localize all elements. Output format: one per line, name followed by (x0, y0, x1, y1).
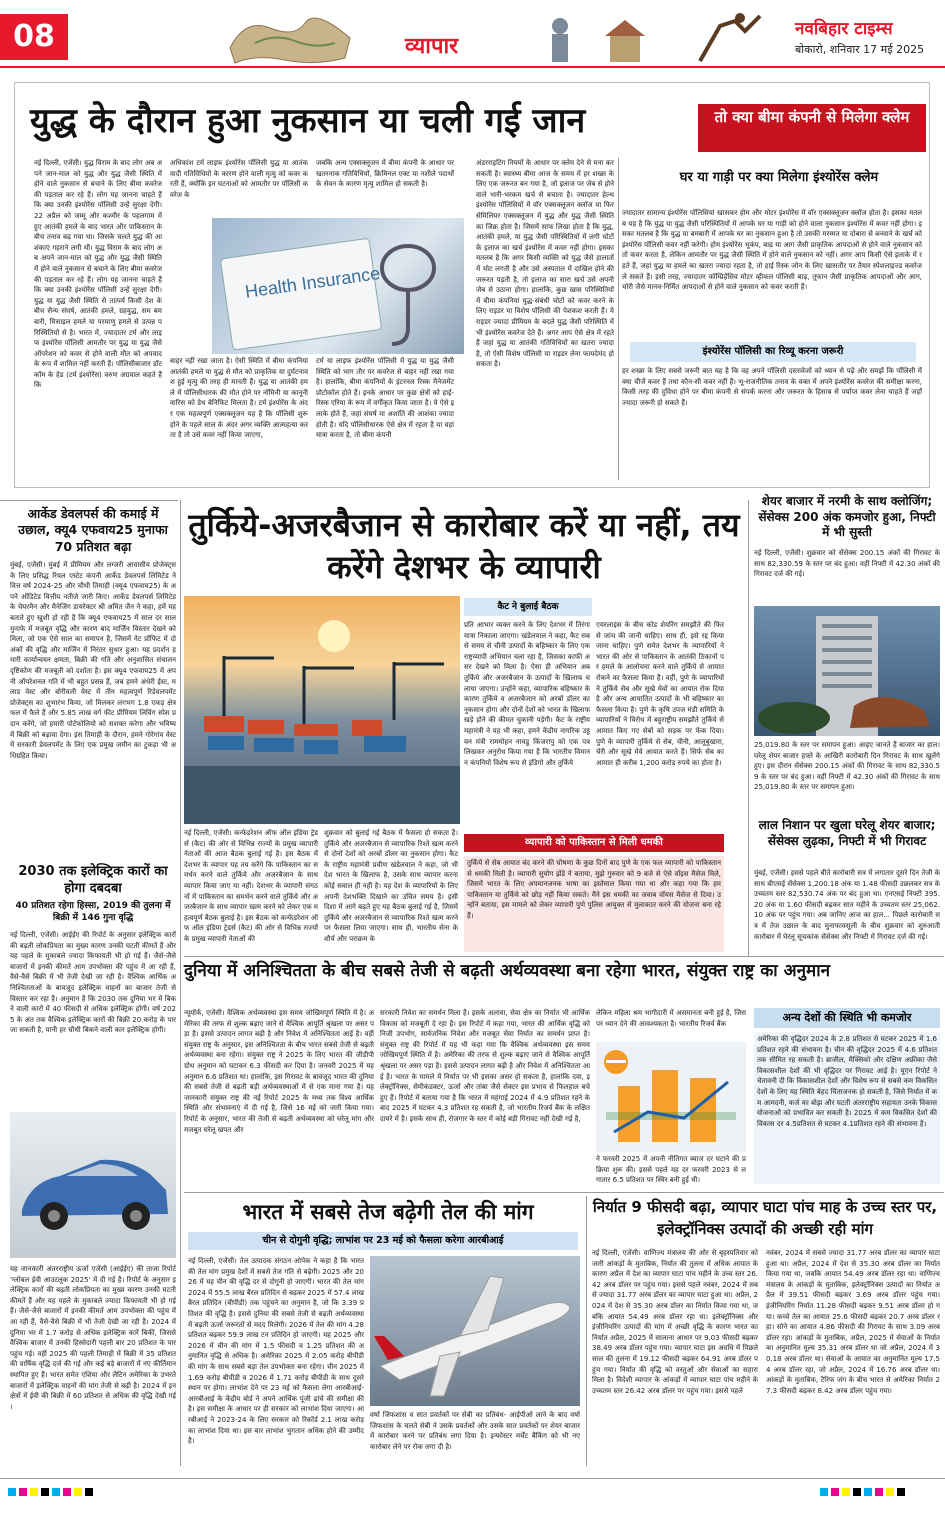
top-headline: युद्ध के दौरान हुआ नुकसान या चली गई जान (30, 101, 586, 141)
gdp-graphic (596, 1042, 746, 1152)
turkey-col1: नई दिल्ली, एजेंसी। कन्फेडरेशन ऑफ ऑल इंडिया ट्रेडर्स (कैट) की ओर से विभिन्न राज्यों के प्रमुख व्यापारी नेताओं की आज बैठक बुलाई गई है। इस बैठक में देशभर के व्यापार यह तय करेंगे कि पाकिस्तान का समर्थन करने वाले तुर्किये और अजरबैजान के साथ व्यापार किया जाए या नहीं। देशभर के व्यापारी संगठनों में पाकिस्तान का समर्थन करने वाले तुर्किये और अजरबैजान के साथ व्यापार खत्म करने को लेकर एक महत्वपूर्ण बैठक बुलाई है। इस बैठक को कन्फेडरेशन ऑफ ऑल इंडिया ट्रेडर्स (कैट) की ओर से विभिन्न राज्यों के प्रमुख व्यापारी नेताओं की (184, 829, 318, 943)
market-body-2: 25,019.80 के स्तर पर समापन हुआ। आइए जानते हैं बाजार का हाल। घरेलू शेयर बाजार हफ्ते के आखिरी कारोबारी दिन गिरावट के साथ खुलेंगे हुए। इस दौरान सेंसेक्स 200.15 अंकों की गिरावट के साथ 82,330.59 के स्तर पर बंद हुआ। वहीं निफ्टी में 42.30 अंकों की गिरावट के साथ 25,019.80 के स्तर पर समापन हुआ। (754, 741, 940, 792)
top-col3b: टर्म या लाइफ इंश्योरेंस पॉलिसी में युद्ध या युद्ध जैसी स्थिति को भाग तौर पर कवरेज से बाहर नहीं रखा गया है। हालांकि, बीमा कंपनियों के इंटरनल रिस्क मैनेजमेंट प्रोटोकॉल होते हैं। इनके आधार पर कुछ क्षेत्रों को हाई-रिस्क एरिया के रूप में वर्गीकृत किया जाता है। ये ऐसे इलाके होते हैं, जहां संघर्ष या अशांति की आशंका ज्यादा होती है। यदि पॉलिसीधारक ऐसे क्षेत्र में रहता है या वहां यात्रा करता है, तो बीमा कंपनी (316, 357, 454, 440)
top-side-text-1: ज्यादातर सामान्य इंश्योरेंस पॉलिसियां खासकर होम और मोटर इंश्योरेंस में वॉर एक्सक्लूजन क्लॉज होता है। इसका मतलब यह है कि युद्ध या युद्ध जैसी परिस्थितियों में आपके घर या गाड़ी को होने वाला नुकसान इंश्योरेंस में कवर नहीं होगा। इसका मतलब है कि युद्ध या बमबारी में आपके घर का नुकसान हुआ है तो उसकी मरम्मत या दोबारा से बनवाने के खर्च को इंश्योरेंस पॉलिसी कवर नहीं करेगी। होम इंश्योरेंस भूकंप, बाढ़ या आग जैसी प्राकृतिक आपदाओं से होने वाले नुकसान को तो कवर करता है, लेकिन आमतौर पर युद्ध जैसी स्थिति में होने वाले नुकसान को नहीं। अगर आप किसी ऐसे इलाके में रहते हैं, जहां युद्ध या हमले का खतरा ज्यादा रहता है, तो हाई रिस्क जोन के लिए खासतौर पर तैयार स्पेशलाइज्ड कवरेज ले सकते हैं। इसी तरह, ज्यादातर कॉम्प्रिहेंसिव मोटर व्हीकल पॉलिसी बाढ़, तूफान जैसी प्राकृतिक आपदाओं और आग, चोरी जैसे मानव-निर्मित आपदाओं से होने वाले नुकसान को कवर करती हैं। (622, 209, 922, 292)
top-col1: नई दिल्ली, एजेंसी। युद्ध विराम के बाद लोग अब अपने जान-माल को युद्ध और युद्ध जैसी स्थिति में होने वाले नुकसान से बचाने के लिए बीमा कवरेज की पड़ताल कर रहे हैं। लोग यह जानना चाहते हैं कि क्या उनकी इंश्योरेंस पॉलिसी उन्हें सुरक्षा देगी। 22 अप्रैल को जम्मू और कश्मीर के पहलगाम में हुए आतंकी हमले के बाद भारत और पाकिस्तान के बीच तनाव बढ़ गया था। जिसके चलते युद्ध की आशंकाएं गहराने लगी थीं। युद्ध विराम के बाद लोग अब अपने जान-माल को युद्ध और युद्ध जैसी स्थिति में होने वाले नुकसान से बचाने के लिए बीमा कवरेज की पड़ताल कर रहे हैं। लोग यह जानना चाहते हैं कि क्या उनकी इंश्योरेंस पॉलिसी उन्हें सुरक्षा देगी। युद्ध या युद्ध जैसी स्थिति से तात्पर्य किसी देश के बीच सैन्य संघर्ष, आतंकी हमले, ग्रहयुद्ध, सम बमबारी, मिसाइल हमले या परमाणु हमले से उत्पन्न परिस्थितियों से है। भारत में, ज्यादातर टर्म और लाइफ इंश्योरेंस पॉलिसी आमतौर पर युद्ध या युद्ध जैसे ऑपरेशन को कवर से होने वाली मौत को अपवाद के रूप में शामिल नहीं करती हैं। पॉलिसीबाजार डॉट कॉम के हेड (टर्म इंश्योरेंस) वरुण अग्रवाल कहते हैं कि (34, 159, 162, 390)
un-headline: दुनिया में अनिश्चितता के बीच सबसे तेजी से बढ़ती अर्थव्यवस्था बना रहेगा भारत, संयुक्त राष्ट्र का अनुमान (184, 961, 831, 981)
arcade-body: मुंबई, एजेंसी। मुंबई में प्रीमियम और लग्जरी आवासीय प्रोजेक्ट्स के लिए प्रसिद्ध रियल एस्टेट कंपनी आर्केड डेवलपर्स लिमिटेड ने वित्त वर्ष 2024-25 और चौथी तिमाही (क्यू4 एफवाय25) के अपने ऑडिटेड वित्तीय नतीजे जारी किए। आर्केड डेवलपर्स लिमिटेड के चेयरमैन और मैनेजिंग डायरेक्टर श्री अमित जैन ने कहा, हमें यह बताते हुए खुशी हो रही है कि क्यू4 एफवाय25 में साल दर साल मुनाफे में मजबूत वृद्धि और कारण बाद मार्जिन विस्तार देखने को मिला, जो एक ऐसे साल का समापन है, जिसमें नेट प्रॉफिट में दो अंकों की वृद्धि और मार्जिन में निरंतर सुधार हुआ। यह प्रदर्शन हमारी कार्यान्वयन क्षमता, बिक्री की गति और अनुशासित संचालन दृष्टिकोण की मजबूती को दर्शाता है। इस क्यू4 एफवाय25 में अपनी ऑपरेशनल गति में भी बहुत प्रसन्न हैं, जब हमने अंधेरी ईस्ट, मलाड वेस्ट और बोरीवली वेस्ट में तीन महत्वपूर्ण रिडेवलपमेंट प्रोजेक्ट्स का शुभारंभ किया, जो मिलकर लगभग 1.8 एकड़ क्षेत्रफल में फैले हैं और 5.85 लाख वर्ग फीट प्रीमियम लिविंग स्पेस प्रदान करेंगे, जो हमारी पोर्टफोलियो को सशक्त करेगा और भविष्य में बिक्री को बढ़ावा देगा। इस तिमाही के दौरान, हमने गोरेगांव वेस्ट में सरकारी डेवलपमेंट के लिए एक प्रमुख जमीन का टुकड़ा भी अधिग्रहित किया। (10, 561, 176, 760)
oil-col1: नई दिल्ली, एजेंसी। तेल उत्पादक संगठन ओपेक ने कहा है कि भारत की तेल मांग प्रमुख देशों में सबसे तेज गति से बढ़ेगी। 2025 और 2026 में यह चीन की वृद्धि दर से दोगुनी हो जाएगी। भारत की तेल मांग 2024 में 55.5 लाख बैरल प्रतिदिन से बढ़कर 2025 में 57.4 लाख बैरल प्रतिदिन (बीपीडी) तक पहुंचने का अनुमान है, जो कि 3.39 प्रतिशत की वृद्धि है। इससे दुनिया की सबसे तेजी से बढ़ती अर्थव्यवस्था में बढ़ती ऊर्जा जरूरतों से मदद मिलेगी। 2026 में तेल की मांग 4.28 प्रतिशत बढ़कर 59.9 लाख टन प्रतिदिन हो जाएगी। यह 2025 और 2026 में चीन की मांग में 1.5 फीसदी व 1.25 प्रतिशत की अनुमानित वृद्धि से अधिक है। अमेरिका 2025 में 2.05 करोड़ बीपीडी की मांग के साथ सबसे बड़ा तेल उपभोक्ता बना रहेगा। चीन 2025 में 1.69 करोड़ बीपीडी व 2026 में 1.71 करोड़ बीपीडी के साथ दूसरे स्थान पर होगा। लाभांश देने पर 23 मई को फैसला लेगा आरबीआई- आरबीआई के केंद्रीय बोर्ड ने अपने आर्थिक पूंजी ढांचे की समीक्षा की है। इस समीक्षा के आधार पर ही सरकार को लाभांश दिया जाएगा। आरबीआई ने 2023-24 के लिए सरकार को रिकॉर्ड 2.1 लाख करोड़ का लाभांश दिया था। इस बार लाभांश भुगतान अधिक होने की उम्मीद है। (188, 1257, 364, 1446)
rule (184, 1192, 944, 1193)
top-col2b: बाहर नहीं रखा जाता है। ऐसी स्थिति में बीमा कंपनियां आतंकी हमले या युद्ध से मौत को प्राकृतिक या दुर्घटनावश हुई मृत्यु की तरह ही मानती हैं। युद्ध या आतंकी हमले में पॉलिसीधारक की मौत होने पर नॉमिनी या कानूनी वारिस को डेथ बेनिफिट मिलता है। टर्म इंश्योरेंस के अंदर एक महत्वपूर्ण एक्सक्लूजन यह है कि पॉलिसी शुरू होने के पहले साल के अंदर अगर व्यक्ति आत्महत्या करता है तो उसे कवर नहीं किया जाएगा, (170, 357, 308, 440)
column-rule (180, 500, 181, 1466)
oil-headline: भारत में सबसे तेज बढ़ेगी तेल की मांग (242, 1200, 534, 1224)
turkey-col3: प्रति आभार व्यक्त करने के लिए देशभर में तिरंगा यात्रा निकाला जाएगा। खंडेलवाल ने कहा, कैट सबसे समय से चीनी उत्पादों के बहिष्कार के लिए एक राष्ट्रव्यापी अभियान चला रहा है, जिसका काफी असर देखने को मिला है। ऐसा ही अभियान अब तुर्किये और अजरबैजान के उत्पादों के खिलाफ चलाया जाएगा। उन्होंने कहा, व्यापारिक बहिष्कार के कारण तुर्किये व अजरबैजान को अरबों डॉलर का नुकसान होगा और दोनों देशों को भारत के खिलाफ खड़े होने की कीमत चुकानी पड़ेगी। कैट के राष्ट्रीय महामंत्री ने यह भी कहा, हमने केंद्रीय नागरिक उड्डयन मंत्री राममोहन नायडू किंजरापु को एक पत्र लिखकर अनुरोध किया गया है कि भारतीय विमानन कंपनियों विशेष रूप से इंडिगो और तुर्किये (464, 621, 590, 767)
rule (0, 500, 178, 501)
ev-body-2: यह जानकारी अंतरराष्ट्रीय ऊर्जा एजेंसी (आईईए) की ताजा रिपोर्ट 'ग्लोबल ईवी आउटलुक 2025' में दी गई है। रिपोर्ट के अनुसार इलेक्ट्रिक कारों की बढ़ती लोकप्रियता का मुख्य कारण उनकी घटती कीमतें हैं और यह पहले के मुकाबले ज्यादा किफायती भी हो गई हैं। जैसे-जैसे बाजारों में इनकी कीमतें आम उपभोक्ता की पहुंच में आ रही हैं, वैसे-वैसे बिक्री में भी तेजी देखी जा रही है। 2024 में दुनिया भर में 1.7 करोड़ से अधिक इलेक्ट्रिक कारें बिकीं, जिससे वैश्विक बाजार में उनकी हिस्सेदारी पहली बार 20 प्रतिशत के पार पहुंच गई। वहीं 2025 की पहली तिमाही में बिक्री में 35 प्रतिशत की वार्षिक वृद्धि दर्ज की गई और कई बड़े बाजारों में नए कीर्तिमान स्थापित हुए हैं। भारत समेत एशिया और लैटिन अमेरिका के उभरते बाजारों में इलेक्ट्रिक वाहनों की मांग तेजी से बढ़ी है। 2024 में इन क्षेत्रों में ईवी की बिक्री में 60 प्रतिशत से अधिक की वृद्धि देखी गई। (10, 1265, 176, 1411)
masthead-rule (0, 66, 945, 68)
photo-label: Health Insurance (243, 263, 382, 302)
column-rule (748, 500, 749, 956)
column-rule (586, 1196, 587, 1466)
threat-body: तुर्किये से सेब आयात बंद करने की घोषणा के कुछ दिनों बाद पुणे के एक फल व्यापारी को पाकिस्तान से धमकी मिली है। व्यापारी सुयोग झेंडे ने बताया, मुझे गुरुवार को 9 बजे से ऐसे वॉइस मैसेज मिले, जिसमें भारत के लिए अपमानजनक भाषा का इस्तेमाल किया गया था और कहा गया कि हम पाकिस्तान या तुर्किये को छोड़ नहीं किया सकते। मैंने इस धमकी का जवाब वॉयस मैसेज से दिया। उन्होंने बताया, इस मामले को लेकर व्यापारी पुणे पुलिस आयुक्त से मुलाकात करने की योजना बना रहे हैं। (464, 856, 724, 952)
turkey-headline: तुर्किये-अजरबैजान से कारोबार करें या नहीं, तय करेंगे देशभर के व्यापारी (188, 506, 740, 586)
color-registration-strip-left (8, 1488, 93, 1498)
color-registration-strip-right (820, 1488, 905, 1498)
un-col3a: लेकिन महिला श्रम भागीदारी में असमानता बनी हुई है, जिस पर ध्यान देने की आवश्यकता है। भारतीय रिजर्व बैंक (596, 1009, 746, 1028)
export-headline: निर्यात 9 फीसदी बढ़ा, व्यापार घाटा पांच माह के उच्च स्तर पर, इलेक्ट्रॉनिक्स उत्पादों की अच्छी रही मांग (592, 1198, 938, 1238)
plane-photo (370, 1256, 580, 1406)
oil-strap: चीन से दोगुनी वृद्धि; लाभांश पर 23 मई को फैसला करेगा आरबीआई (188, 1232, 578, 1250)
export-col2: नवंबर, 2024 में सबसे ज्यादा 31.77 अरब डॉलर का व्यापार घाटा हुआ था। अप्रैल, 2024 में देश से 35.30 अरब डॉलर का निर्यात किया गया था, जबकि आयात 54.49 अरब डॉलर रहा था। वाणिज्य मंत्रालय के आंकड़ों के मुताबिक, इलेक्ट्रॉनिक्स उत्पादों का निर्यात अप्रैल में 39.51 फीसदी बढ़कर 3.69 अरब डॉलर पहुंच गया। इंजीनियरिंग निर्यात 11.28 फीसदी बढ़कर 9.51 अरब डॉलर हो गया। कच्चे तेल का आयात 25.6 फीसदी बढ़कर 20.7 अरब डॉलर रहा। सोने का आयात 4.86 फीसदी की गिरावट के साथ 3.09 अरब डॉलर रहा। आंकड़ों के मुताबिक, अप्रैल, 2025 में सेवाओं के निर्यात का अनुमानित मूल्य 35.31 अरब डॉलर था जो अप्रैल, 2024 में 30.18 अरब डॉलर था। सेवाओं के आयात का अनुमानित मूल्य 17.54 अरब डॉलर रहा, जो अप्रैल, 2024 में 16.76 अरब डॉलर था। आंकड़ों के मुताबिक, टैरिफ जंग के बीच भारत से अमेरिका निर्यात 27.3 फीसदी बढ़कर 8.42 अरब डॉलर पहुंच गया। (766, 1249, 940, 1395)
un-col3b: ने फरवरी 2025 में अपनी नीतिगत ब्याज दर घटाने की प्रक्रिया शुरू की। इससे पहले यह दर फरवरी 2023 से लगातार 6.5 प्रतिशत पर स्थिर बनी हुई थी। (596, 1155, 746, 1185)
masthead-figures-illustration (520, 6, 780, 68)
rule (184, 956, 944, 957)
port-photo (184, 596, 460, 824)
bottom-rule (0, 1478, 945, 1479)
market-body-1: नई दिल्ली, एजेंसी। शुक्रवार को सेंसेक्स 200.15 अंकों की गिरावट के साथ 82,330.59 के स्तर पर बंद हुआ। वहीं निफ्टी में 42.30 अंकों की गिरावट दर्ज की गई। (754, 549, 940, 579)
ev-body: नई दिल्ली, एजेंसी। आईईए की रिपोर्ट के अनुसार इलेक्ट्रिक कारों की बढ़ती लोकप्रियता का मुख्य कारण उनकी घटती कीमतें हैं और यह पहले के मुकाबले ज्यादा किफायती भी हो गई हैं। जैसे-जैसे बाजारों में इनकी कीमतें आम उपभोक्ता की पहुंच में आ रही हैं, वैसे-वैसे बिक्री में भी तेजी देखी जा रही है। वैश्विक आर्थिक अनिश्चितताओं के बावजूद इलेक्ट्रिक वाहनों का बाजार तेजी से विस्तार कर रहा है। अनुमान है कि 2030 तक दुनिया भर में बिकने वाली कारों में 40 फीसदी से अधिक इलेक्ट्रिक होंगी। वर्ष 2025 के अंत तक वैश्विक इलेक्ट्रिक कारों की बिक्री 20 करोड़ के पार जा सकती है, यानी हर चौथी बिकने वाली कार इलेक्ट्रिक होगी। (10, 931, 176, 1035)
bse-building-photo (754, 606, 940, 736)
oil-caption: वर्षा जिफशांस व सात प्रवर्तकों पर सेबी का प्रतिबंध- आईपीओ लाने के बाद वर्षा जिफशांस के चलते सेबी ने उसके प्रवर्तकों और उसके सात प्रवर्तकों पर शेयर बाजार में कारोबार करने पर प्रतिबंध लगा दिया है। इन्फोस्टर मर्चेंट बैंकिंग को भी नए कारोबार लेने पर रोक लगा दी है। (370, 1411, 580, 1451)
turkey-col2: शुक्रवार को बुलाई गई बैठक में फैसला हो सकता है। तुर्किये और अजरबैजान से व्यापारिक रिश्ते खत्म करने से दोनों देशों को अरबों डॉलर का नुकसान होगा। कैट के राष्ट्रीय महामंत्री प्रवीण खंडेलवाल ने कहा, जो भी देश भारत के खिलाफ है, उसके साथ व्यापार करना कोई सवाल ही नहीं है। यह देश के व्यापारियों के लिए अपनी देशभक्ति दिखाने का उचित समय है। इसी दिशा में आगे बढ़ते हुए यह बैठक बुलाई गई है, जिसमें तुर्किये और अजरबैजान से व्यापारिक रिश्ते खत्म करने पर फैसला लिया जाएगा। साथ ही, भारतीय सेना के शौर्य और पराक्रम के (324, 829, 458, 943)
un-col1: न्यूयॉर्क, एजेंसी। वैश्विक अर्थव्यवस्था इस समय जोखिमपूर्ण स्थिति में है। अमेरिका की तरफ से शुल्क बढ़ाए जाने से वैश्विक आपूर्ति श्रृंखला पर असर पड़ा है। इससे उत्पादन लागत बढ़ी है और निवेश में अनिश्चितता आई है। वहीं संयुक्त राष्ट्र के अनुसार, इस अनिश्चितता के बीच भारत सबसे तेजी से बढ़ती अर्थव्यवस्था बना रहेगा। संयुक्त राष्ट्र ने 2025 के लिए भारत की जीडीपी ग्रोथ अनुमान को घटाकर 6.3 फीसदी कर दिया है। जनवरी 2025 में यह अनुमान 6.6 प्रतिशत था। हालांकि, इस गिरावट के बावजूद भारत की दुनिया की सबसे तेजी से बढ़ती बड़ी अर्थव्यवस्थाओं में से एक माना गया है। यह जानकारी संयुक्त राष्ट्र की नई रिपोर्ट 2025 के मध्य तक विश्व आर्थिक स्थिति और संभावनाएं में दी गई है, जिसे 16 मई को जारी किया गया। रिपोर्ट के अनुसार, भारत की तेजी से बढ़ती अर्थव्यवस्था को घरेलू मांग और मजबूत घरेलू खपत और (184, 1009, 374, 1134)
top-side-text-2: हर शख्स के लिए सबसे जरूरी बात यह है कि वह अपने पॉलिसी दस्तावेजों को ध्यान से पढ़ें और समझें कि पॉलिसी में क्या चीजें कवर हैं तथा कौन-सी कवर नहीं हैं। भू-राजनीतिक तनाव के वक्त में अपने इंश्योरेंस कवरेज की समीक्षा करना, किसी तरह की दुविधा होने पर बीमा कंपनी से संपर्क करना और जरूरत के हिसाब से पर्याप्त कवर लेना चाहते हैं जहाँ ज्यादा जरूरी हो सकते हैं। (622, 367, 922, 407)
top-sub-heading-1: घर या गाड़ी पर क्या मिलेगा इंश्योरेंस क्लेम (679, 170, 879, 185)
ev-headline: 2030 तक इलेक्ट्रिक कारों का होगा दबदबा (18, 864, 168, 896)
un-col2: सरकारी निवेश का समर्थन मिला है। इसके अलावा, सेवा क्षेत्र का निर्यात भी आर्थिक विकास को मजबूती दे रहा है। इस रिपोर्ट में कहा गया, भारत की आर्थिक वृद्धि को निजी उपभोग, सार्वजनिक निवेश और मजबूत सेवा निर्यात का समर्थन प्राप्त है। संयुक्त राष्ट्र की रिपोर्ट में यह भी कहा गया कि वैश्विक अर्थव्यवस्था इस समय जोखिमपूर्ण स्थिति में है। अमेरिका की तरफ से शुल्क बढ़ाए जाने से वैश्विक आपूर्ति श्रृंखला पर असर पड़ा है। इससे उत्पादन लागत बढ़ी है और निवेश में अनिश्चितता आई है। भारत के मामले में निर्यात पर भी इसका असर हो सकता है, हालांकि दवा, इलेक्ट्रॉनिक्स, सेमीकंडक्टर, ऊर्जा और तांबा जैसे सेक्टर इस प्रभाव से फिलहाल बचे हुए हैं। रिपोर्ट में बताया गया है कि भारत में महंगाई 2024 में 4.9 प्रतिशत रहने के बाद 2025 में घटकर 4.3 प्रतिशत रह सकती है, जो भारतीय रिजर्व बैंक के लक्षित दायरे में है। इसके साथ ही, रोजगार के स्तर में कोई बड़ी गिरावट नहीं देखी गई है, (380, 1009, 590, 1123)
market-headline-2: लाल निशान पर खुला घरेलू शेयर बाजार; सेंसेक्स लुढ़का, निफ्टी में भी गिरावट (758, 818, 936, 848)
section-title: व्यापार (405, 34, 459, 59)
page-number: 08 (0, 14, 68, 60)
top-sub-heading-2: इंश्योरेंस पॉलिसी का रिव्यू करना जरूरी (630, 342, 916, 362)
top-col2a: अधिकांश टर्म लाइफ इंश्योरेंस पॉलिसी युद्ध या आतंकवादी गतिविधियों के कारण होने वाली मृत्यु को कवर करती हैं, क्योंकि इन घटनाओं को आमतौर पर पॉलिसी कवरेज के (170, 159, 308, 199)
turkey-tag: कैट ने बुलाई बैठक (464, 598, 592, 616)
threat-title: व्यापारी को पाकिस्तान से मिली धमकी (464, 834, 724, 852)
electric-car-photo (10, 1112, 176, 1258)
masthead-map-illustration (225, 8, 355, 68)
un-box-body: अमेरिका की वृद्धिदर 2024 के 2.8 प्रतिशत से घटकर 2025 में 1.6 प्रतिशत रहने की संभावना है। चीन की वृद्धिदर 2025 में 4.6 प्रतिशत तक सीमित रह सकती है। ब्राजील, मैक्सिको और दक्षिण अफ्रीका जैसे विकासशील देशों की भी वृद्धिदर पर गिरावट आई है। यूएन रिपोर्ट ने चेतावनी दी कि विकासशील देशों और विशेष रूप से सबसे कम विकसित देशों के लिए यह स्थिति बेहद चिंताजनक हो सकती है, जिसे निर्यात में कम आमदनी, कर्ज का बोझ और घटती अंतरराष्ट्रीय सहायता उनके विकास योजनाओं को प्रभावित कर सकती है। 2025 में कम विकसित देशों की विकास दर 4.5प्रतिशत से घटकर 4.1प्रतिशत रहने की संभावना है। (754, 1032, 940, 1184)
arcade-headline: आर्केड डेवलपर्स की कमाई में उछाल, क्यू4 एफवाय25 मुनाफा 70 प्रतिशत बढ़ा (18, 506, 168, 554)
un-box-title: अन्य देशों की स्थिति भी कमजोर (754, 1008, 940, 1028)
column-rule (618, 158, 619, 480)
top-side-title: तो क्या बीमा कंपनी से मिलेगा क्लेम (698, 104, 926, 152)
market-body-3: मुंबई, एजेंसी। इससे पहले बीते कारोबारी सत्र में लगातार दूसरे दिन तेजी के साथ बीएसई सेंसेक्स 1,200.18 अंक या 1.48 फीसदी उछलकर सत्र के उच्चतम स्तर 82,530.74 अंक पर बंद हुआ था। एनएसई निफ्टी 395.20 अंक या 1.60 फीसदी बढ़कर सात महीने के उच्चतम स्तर 25,062.10 अंक पर पहुंच गया। अब जानिए आज का हाल... पिछले कारोबारी सत्र में तेज उछाल के बाद मुनाफावसूली के बीच शुक्रवार को शुरुआती कारोबार में घेरलू सूचकांक सेंसेक्स और निफ्टी में गिरावट दर्ज की गई। (754, 869, 940, 941)
turkey-col4: एयरलाइंस के बीच कोड शेयरिंग समझौते की फिर से जांच की जानी चाहिए। साथ ही, इसे रद्द किया जाना चाहिए। पुणे समेत देशभर के व्यापारियों ने भारत की ओर से पाकिस्तान के आतंकी ठिकानों पर हमले के आलोचना करने वाले तुर्किये से आयात रोकने का फैसला किया है। वहीं, पुणे के व्यापारियों ने तुर्किये सेब और सूखे मेवों का आयात रोक दिया है और अन्य आयातित उत्पादों के भी बहिष्कार का फैसला किया है। पुणे के कृषि उपज मंडी समिति के व्यापारियों ने विरोध में बहुराष्ट्रीय समझौते तुर्किये से आयात किए गए सेबों को सड़क पर फेंक दिया। पुणे के व्यापारी तुर्किये से सेब, चीनी, आलूबुखारा, चेरी और सूखे मेवे आयात करते हैं। सिर्फ सेब का आयात ही करीब 1,200 करोड़ रुपये का होता है। (596, 621, 724, 767)
market-headline-1: शेयर बाजार में नरमी के साथ क्लोजिंग; सेंसेक्स 200 अंक कमजोर हुआ, निफ्टी में भी सुस्ती (758, 494, 936, 540)
ev-subheadline: 40 प्रतिशत रहेगा हिस्सा, 2019 की तुलना में बिक्री में 146 गुना वृद्धि (15, 901, 171, 923)
top-col3a: जबकि अन्य एक्सक्लूजन में बीमा कंपनी के आधार पर खतरनाक गतिविधियों, क्रिमिनल एक्ट या नशीले पदार्थों के सेवन के कारण मृत्यु शामिल हो सकती है। (316, 159, 454, 189)
top-col4: अंडरराइटिंग नियमों के आधार पर क्लेम देने से मना कर सकती है। स्वास्थ्य बीमा आज के समय में हर शख्स के लिए एक जरूरत बन गया है, जो इलाज पर जेब से होने वाले भारी-भरकम खर्च से बचाता है। ज्यादातर हेल्थ इंश्योरेंस पॉलिसियों में वॉर एक्सक्लूजन क्लॉज या फिर सेमिलियर एक्सक्लूजन में युद्ध और युद्ध जैसी स्थिति का जिक्र होता है। जिसमें साफ लिखा होता है कि युद्ध, आतंकी हमले, या युद्ध जैसी परिस्थितियों में लगी चोटों के इलाज का खर्च इंश्योरेंस में कवर नहीं होगा। इसका मतलब है कि अगर किसी व्यक्ति को युद्ध जैसे हालातों में चोट लगती है और उसे अस्पताल में दाखिल होने की जरूरत पड़ती है, तो इलाज का सारा खर्च उसे अपनी जेब से उठाना होगा। हालांकि, कुछ खास परिस्थितियों में बीमा कंपनियां युद्ध-संबंधी चोटों को कवर करने के लिए राइडर या विशेष पॉलिसी की पेशकश करती हैं। ये राइडर ज्यादा प्रीमियम के बदले युद्ध जैसी परिस्थिति में भी इंश्योरेंस कवरेज देते हैं। अगर आप ऐसे क्षेत्र में रहते हैं जहां युद्ध या आतंकी गतिविधियों का खतरा ज्यादा है, तो ऐसी विशेष पॉलिसी या राइडर लेना फायदेमंद हो सकता है। (476, 159, 614, 369)
export-col1: नई दिल्ली, एजेंसी। वाणिज्य मंत्रालय की ओर से बृहस्पतिवार को जारी आंकड़ों के मुताबिक, निर्यात की तुलना में अधिक आयात के कारण अप्रैल में देश का व्यापार घाटा पांच महीने के उच्च स्तर 26.42 अरब डॉलर पर पहुंच गया। इससे पहले नवंबर, 2024 में सबसे ज्यादा 31.77 अरब डॉलर का व्यापार घाटा हुआ था। अप्रैल, 2024 में देश से 35.30 अरब डॉलर का निर्यात किया गया था, जबकि आयात 54.49 अरब डॉलर रहा था। इलेक्ट्रॉनिक्स और इंजीनियरिंग उत्पादों की मांग में अच्छी वृद्धि के कारण भारत का निर्यात अप्रैल, 2025 में सालाना आधार पर 9.03 फीसदी बढ़कर 38.49 अरब डॉलर पहुंच गया। व्यापार घाटा इस अवधि में पिछले साल की तुलना में 19.12 फीसदी बढ़कर 64.91 अरब डॉलर पहुंच गया। निर्यात की वृद्धि को वस्तुओं और सेवाओं का सहारा मिला है। विदेशी व्यापार के आंकड़ों में व्यापार घाटा पांच महीने के उच्चतम स्तर 26.42 अरब डॉलर पर पहुंच गया। इससे पहले (592, 1249, 758, 1395)
dateline: बोकारो, शनिवार 17 मई 2025 (795, 43, 925, 56)
newspaper-brand: नवबिहार टाइम्स (795, 19, 893, 39)
health-insurance-photo (212, 218, 464, 354)
